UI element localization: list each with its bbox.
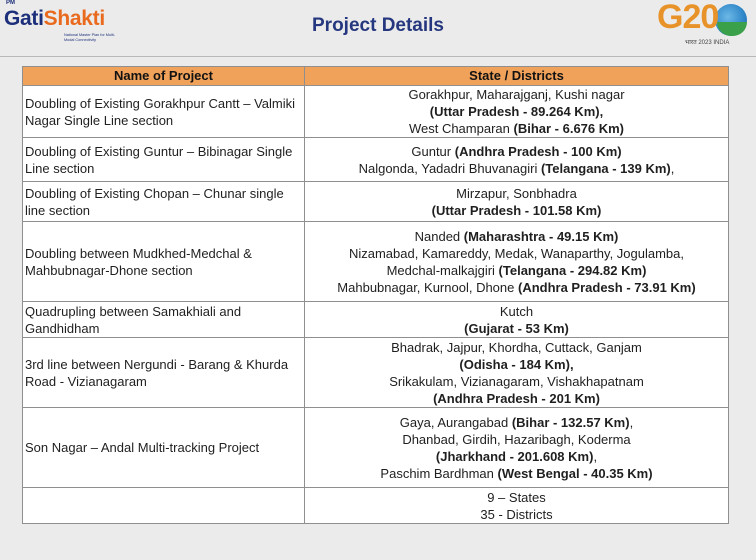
district-text: Kutch <box>499 303 534 319</box>
state-district-cell <box>305 338 729 408</box>
state-district-cell <box>305 408 729 488</box>
logo-brand-a: Gati <box>4 7 44 30</box>
line-tail: , <box>629 414 634 430</box>
district-line <box>307 279 726 296</box>
district-line <box>307 120 726 137</box>
state-length-text: (Uttar Pradesh - 101.58 Km) <box>431 202 602 218</box>
table-header-row <box>23 67 729 86</box>
district-line <box>307 245 726 262</box>
district-line <box>307 390 726 407</box>
table-row <box>23 138 729 182</box>
district-line <box>307 414 726 431</box>
district-text: Gorakhpur, Maharajganj, Kushi nagar <box>408 87 625 102</box>
district-text: Mahbubnagar, Kurnool, Dhone <box>337 279 518 295</box>
state-district-cell <box>305 138 729 182</box>
district-text: Dhanbad, Girdih, Hazaribagh, Koderma <box>402 431 631 447</box>
state-length-text: (West Bengal - 40.35 Km) <box>497 465 653 481</box>
district-line <box>307 262 726 279</box>
district-text: Bhadrak, Jajpur, Khordha, Cuttack, Ganjam <box>391 339 642 355</box>
project-name-cell: Doubling of Existing Chopan – Chunar single line section <box>23 182 305 222</box>
table-row <box>23 408 729 488</box>
district-text: Guntur <box>411 143 455 159</box>
district-line <box>307 373 726 390</box>
state-length-text: (Telangana - 139 Km) <box>540 160 671 176</box>
logo-tagline: National Master Plan for Multi-Modal Connectivity <box>64 33 116 42</box>
state-length-text: (Jharkhand - 201.608 Km) <box>435 448 594 464</box>
district-line <box>307 303 726 320</box>
district-text: Nanded <box>414 228 464 244</box>
column-header-area: State / Districts <box>305 67 729 86</box>
district-line <box>307 86 726 103</box>
state-district-cell <box>305 86 729 138</box>
district-line <box>307 465 726 482</box>
state-length-text: (Telangana - 294.82 Km) <box>498 262 647 278</box>
project-name-cell: Son Nagar – Andal Multi-tracking Project <box>23 408 305 488</box>
state-length-text: (Gujarat - 53 Km) <box>464 320 569 336</box>
state-length-text: (Uttar Pradesh - 89.264 Km), <box>429 104 604 119</box>
total-cell <box>305 488 729 524</box>
state-district-cell <box>305 182 729 222</box>
district-line <box>307 228 726 245</box>
district-text: Medchal-malkajgiri <box>386 262 499 278</box>
state-length-text: (Andhra Pradesh - 100 Km) <box>454 143 622 159</box>
total-states: 9 – States <box>487 489 546 505</box>
district-text: Nalgonda, Yadadri Bhuvanagiri <box>358 160 541 176</box>
total-label-cell <box>23 488 305 524</box>
table-row <box>23 302 729 338</box>
district-text: Srikakulam, Vizianagaram, Vishakhapatnam <box>389 373 644 389</box>
state-length-text: (Bihar - 6.676 Km) <box>513 121 625 136</box>
table-total-row <box>23 488 729 524</box>
state-length-text: (Odisha - 184 Km), <box>459 356 574 372</box>
total-districts: 35 - Districts <box>480 506 553 522</box>
project-table <box>22 66 729 524</box>
project-name-cell: Quadrupling between Samakhiali and Gandhidham <box>23 302 305 338</box>
line-tail: , <box>670 160 675 176</box>
table-row <box>23 222 729 302</box>
district-text: West Champaran <box>408 121 514 136</box>
state-district-cell <box>305 222 729 302</box>
logo-prefix: PM <box>6 0 15 6</box>
column-header-name: Name of Project <box>23 67 305 86</box>
district-line <box>307 339 726 356</box>
district-text: Nizamabad, Kamareddy, Medak, Wanaparthy, Jogulamba, <box>348 245 685 261</box>
state-length-text: (Maharashtra - 49.15 Km) <box>463 228 619 244</box>
page-title: Project Details <box>312 15 444 36</box>
district-line <box>307 448 726 465</box>
g20-logo <box>655 0 755 48</box>
g20-logo-text: G20 <box>657 0 719 36</box>
header-divider <box>0 56 756 57</box>
table-row <box>23 338 729 408</box>
project-name-cell: Doubling between Mudkhed-Medchal & Mahbubnagar-Dhone section <box>23 222 305 302</box>
state-length-text: (Andhra Pradesh - 73.91 Km) <box>517 279 696 295</box>
table-row <box>23 86 729 138</box>
table-row <box>23 182 729 222</box>
state-district-cell <box>305 302 729 338</box>
logo-brand-b: Shakti <box>43 7 105 30</box>
district-line <box>307 160 726 177</box>
district-text: Gaya, Aurangabad <box>399 414 512 430</box>
state-length-text: (Andhra Pradesh - 201 Km) <box>433 390 600 406</box>
district-line <box>307 103 726 120</box>
lotus-icon <box>717 22 747 36</box>
district-line <box>307 143 726 160</box>
header <box>0 0 756 64</box>
district-text: Paschim Bardhman <box>380 465 498 481</box>
district-line <box>307 320 726 337</box>
g20-logo-subtitle: भारत 2023 INDIA <box>685 40 730 46</box>
district-line <box>307 202 726 219</box>
district-line <box>307 356 726 373</box>
table-body <box>23 86 729 524</box>
line-tail: , <box>593 448 598 464</box>
district-line <box>307 185 726 202</box>
project-name-cell: 3rd line between Nergundi - Barang & Khurda Road - Vizianagaram <box>23 338 305 408</box>
state-length-text: (Bihar - 132.57 Km) <box>511 414 630 430</box>
district-text: Mirzapur, Sonbhadra <box>456 185 577 201</box>
district-line <box>307 431 726 448</box>
project-name-cell: Doubling of Existing Guntur – Bibinagar Single Line section <box>23 138 305 182</box>
project-name-cell: Doubling of Existing Gorakhpur Cantt – Valmiki Nagar Single Line section <box>23 86 305 138</box>
